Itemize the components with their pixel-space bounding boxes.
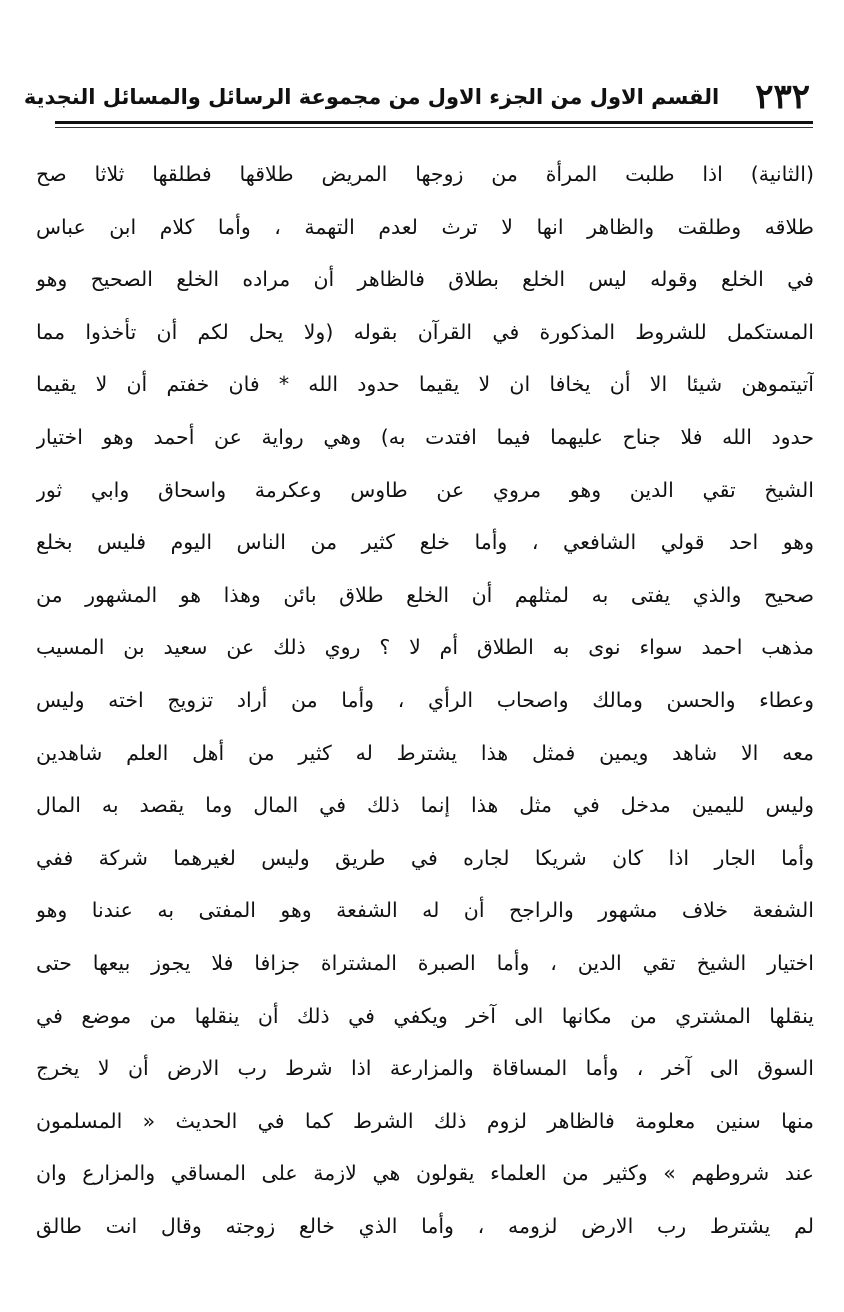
text-line: وليس لليمين مدخل في مثل هذا إنما ذلك في المال وما يقصد به المال — [36, 793, 814, 818]
text-line: وأما الجار اذا كان شريكا لجاره في طريق وليس لغيرهما شركة ففي — [36, 845, 814, 870]
text-line: عند شروطهم » وكثير من العلماء يقولون هي لازمة على المساقي والمزارع وان — [36, 1161, 814, 1186]
text-line: المستكمل للشروط المذكورة في القرآن بقوله (ولا يحل لكم أن تأخذوا مما — [36, 319, 814, 344]
page-number: ٢٣٢ — [755, 77, 810, 117]
text-line: ينقلها المشتري من مكانها الى آخر ويكفي في ذلك أن ينقلها من موضع في — [36, 1003, 814, 1028]
text-line: معه الا شاهد ويمين فمثل هذا يشترط له كثير من أهل العلم شاهدين — [36, 740, 814, 765]
text-line: لم يشترط رب الارض لزومه ، وأما الذي خالع زوجته وقال انت طالق — [36, 1213, 814, 1238]
header-rule-thin — [55, 127, 813, 128]
text-line: وعطاء والحسن ومالك واصحاب الرأي ، وأما من أراد تزويج اخته وليس — [36, 687, 814, 712]
text-line: السوق الى آخر ، وأما المساقاة والمزارعة اذا شرط رب الارض أن لا يخرج — [36, 1056, 814, 1081]
text-line: (الثانية) اذا طلبت المرأة من زوجها المريض طلاقها فطلقها ثلاثا صح — [36, 162, 814, 186]
text-line: حدود الله فلا جناح عليهما فيما افتدت به) وهي رواية عن أحمد وهو اختيار — [36, 424, 814, 449]
header-rule-thick — [55, 121, 813, 124]
text-line: منها سنين معلومة فالظاهر لزوم ذلك الشرط كما في الحديث « المسلمون — [36, 1108, 814, 1133]
text-line: صحيح والذي يفتى به لمثلهم أن الخلع طلاق بائن وهذا هو المشهور من — [36, 582, 814, 607]
text-line: الشفعة خلاف مشهور والراجح أن له الشفعة وهو المفتى به عندنا وهو — [36, 898, 814, 923]
text-line: وهو احد قولي الشافعي ، وأما خلع كثير من الناس اليوم فليس بخلع — [36, 530, 814, 555]
text-line: الشيخ تقي الدين وهو مروي عن طاوس وعكرمة واسحاق وابي ثور — [36, 477, 814, 502]
body-text — [36, 148, 814, 1252]
text-line: في الخلع وقوله ليس الخلع بطلاق فالظاهر أن مراده الخلع الصحيح وهو — [36, 267, 814, 292]
text-line: طلاقه وطلقت والظاهر انها لا ترث لعدم التهمة ، وأما كلام ابن عباس — [36, 214, 814, 239]
text-line: اختيار الشيخ تقي الدين ، وأما الصبرة المشتراة جزافا فلا يجوز بيعها حتى — [36, 950, 814, 975]
page-header — [23, 74, 810, 120]
running-title: القسم الاول من الجزء الاول من مجموعة الرسائل والمسائل النجدية — [23, 85, 720, 109]
text-line: مذهب احمد سواء نوى به الطلاق أم لا ؟ روي ذلك عن سعيد بن المسيب — [36, 635, 814, 660]
text-line: آتيتموهن شيئا الا أن يخافا ان لا يقيما حدود الله * فان خفتم أن لا يقيما — [36, 372, 814, 397]
